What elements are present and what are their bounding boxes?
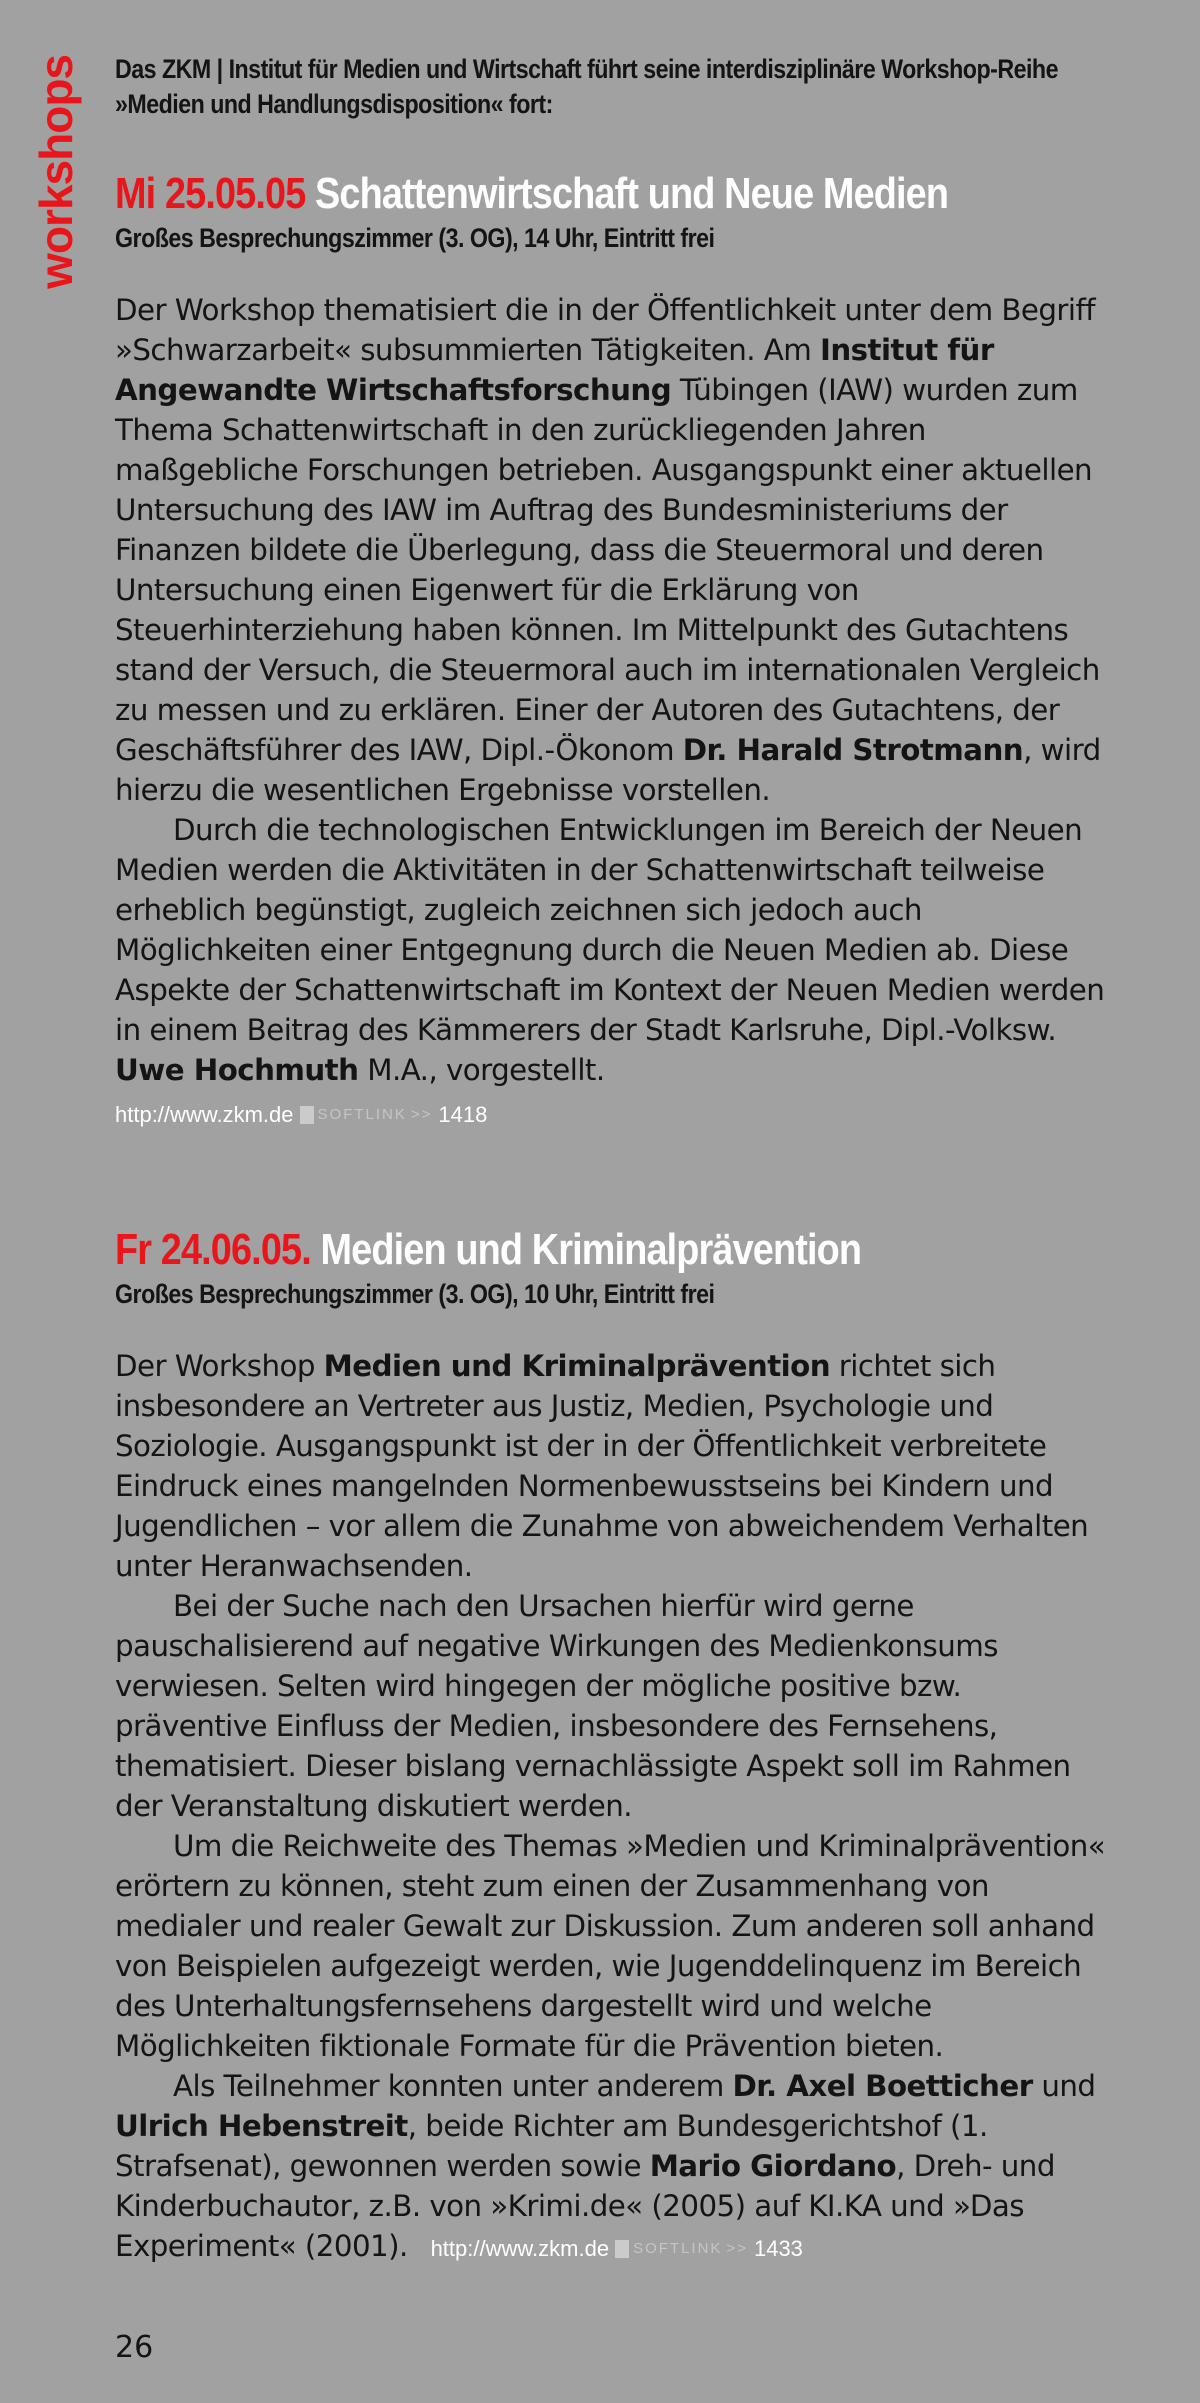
event-2-heading — [115, 1224, 975, 1276]
event-1-body — [115, 290, 1115, 1135]
event-2-paragraph-3: Um die Reichweite des Themas »Medien und Kriminalprävention« erörtern zu können, steht zum einen der Zusammenhang von medialer und realer Gewalt zur Diskussion. Zum anderen soll anhand von Beispielen aufgezeigt werden, wie Jugenddelinquenz im Bereich des Unterhaltungsfernsehens dargestellt wird und welche Möglichkeiten fiktionale Formate für die Prävention bieten. — [115, 1829, 1106, 2063]
event-1-paragraph-1: Der Workshop thematisiert die in der Öffentlichkeit unter dem Begriff »Schwarzarbeit« subsummierten Tätigkeiten. Am Institut für Angewandte Wirtschaftsforschung Tübingen (IAW) wurden zum Thema Schattenwirtschaft in den zurückliegenden Jahren maßgebliche Forschungen betrieben. Ausgangspunkt einer aktuellen Untersuchung des IAW im Auftrag des Bundesministeriums der Finanzen bildete die Überlegung, dass die Steuermoral und deren Untersuchung einen Eigenwert für die Erklärung von Steuerhinterziehung haben können. Im Mittelpunkt des Gutachtens stand der Versuch, die Steuermoral auch im internationalen Vergleich zu messen und zu erklären. Einer der Autoren des Gutachtens, der Geschäftsführer des IAW, Dipl.-Ökonom Dr. Harald Strotmann, wird hierzu die wesentlichen Ergebnisse vorstellen. — [115, 293, 1101, 807]
event-2-paragraph-1: Der Workshop Medien und Kriminalprävention richtet sich insbesondere an Vertreter aus Justiz, Medien, Psychologie und Soziologie. Ausgangspunkt ist der in der Öffentlichkeit verbreitete Eindruck eines mangelnden Normenbewusstseins bei Kindern und Jugendlichen – vor allem die Zunahme von abweichendem Verhalten unter Heranwachsenden. — [115, 1349, 1089, 1583]
event-2-subtitle: Großes Besprechungszimmer (3. OG), 10 Uhr, Eintritt frei — [115, 1279, 715, 1309]
event-1 — [115, 168, 1115, 1135]
event-2-title: Medien und Kriminalprävention — [320, 1225, 862, 1274]
softlink-icon[interactable]: SOFTLINK >> — [300, 1095, 433, 1135]
event-1-subtitle: Großes Besprechungszimmer (3. OG), 14 Uhr, Eintritt frei — [115, 223, 715, 253]
intro-block — [115, 52, 1115, 122]
section-label-text: workshops — [30, 55, 82, 289]
event-2 — [115, 1224, 1115, 2269]
intro-text: Das ZKM | Institut für Medien und Wirtschaft führt seine interdisziplinäre Workshop-Reihe »Medien und Handlungsdisposition« fort: — [115, 54, 1059, 119]
event-2-url-link[interactable]: http://www.zkm.de — [430, 2236, 610, 2261]
event-1-heading — [115, 168, 975, 220]
event-1-url-link[interactable]: http://www.zkm.de — [115, 1102, 294, 1127]
event-2-softlink-number[interactable]: 1433 — [753, 2236, 803, 2261]
event-2-date: Fr 24.06.05. — [115, 1225, 311, 1274]
event-2-paragraph-4: Als Teilnehmer konnten unter anderem Dr. Axel Boetticher und Ulrich Hebenstreit, beide Richter am Bundesgerichtshof (1. Strafsenat), gewonnen werden sowie Mario Giordano, Dreh- und Kinderbuchautor, z.B. von »Krimi.de« (2005) auf KI.KA und »Das Experiment« (2001). http://www.zkm.de SOFTLINK >> 1433 — [115, 2066, 1115, 2269]
event-1-link-line — [115, 1092, 1115, 1135]
event-1-title: Schattenwirtschaft und Neue Medien — [315, 169, 949, 218]
event-1-softlink-number[interactable]: 1418 — [438, 1102, 488, 1127]
event-2-body — [115, 1346, 1115, 2269]
page-number: 26 — [115, 2330, 154, 2365]
event-1-paragraph-2: Durch die technologischen Entwicklungen im Bereich der Neuen Medien werden die Aktivitäten in der Schattenwirtschaft teilweise erheblich begünstigt, zugleich zeichnen sich jedoch auch Möglichkeiten einer Entgegnung durch die Neuen Medien ab. Diese Aspekte der Schattenwirtschaft im Kontext der Neuen Medien werden in einem Beitrag des Kämmerers der Stadt Karlsruhe, Dipl.-Volksw. Uwe Hochmuth M.A., vorgestellt. — [115, 813, 1105, 1087]
section-label — [30, 55, 82, 305]
softlink-icon[interactable]: SOFTLINK >> — [615, 2229, 748, 2269]
event-1-date: Mi 25.05.05 — [115, 169, 306, 218]
event-2-paragraph-2: Bei der Suche nach den Ursachen hierfür wird gerne pauschalisierend auf negative Wirkungen des Medienkonsums verwiesen. Selten wird hingegen der mögliche positive bzw. präventive Einfluss der Medien, insbesondere des Fernsehens, thematisiert. Dieser bislang vernachlässigte Aspekt soll im Rahmen der Veranstaltung diskutiert werden. — [115, 1589, 1071, 1823]
